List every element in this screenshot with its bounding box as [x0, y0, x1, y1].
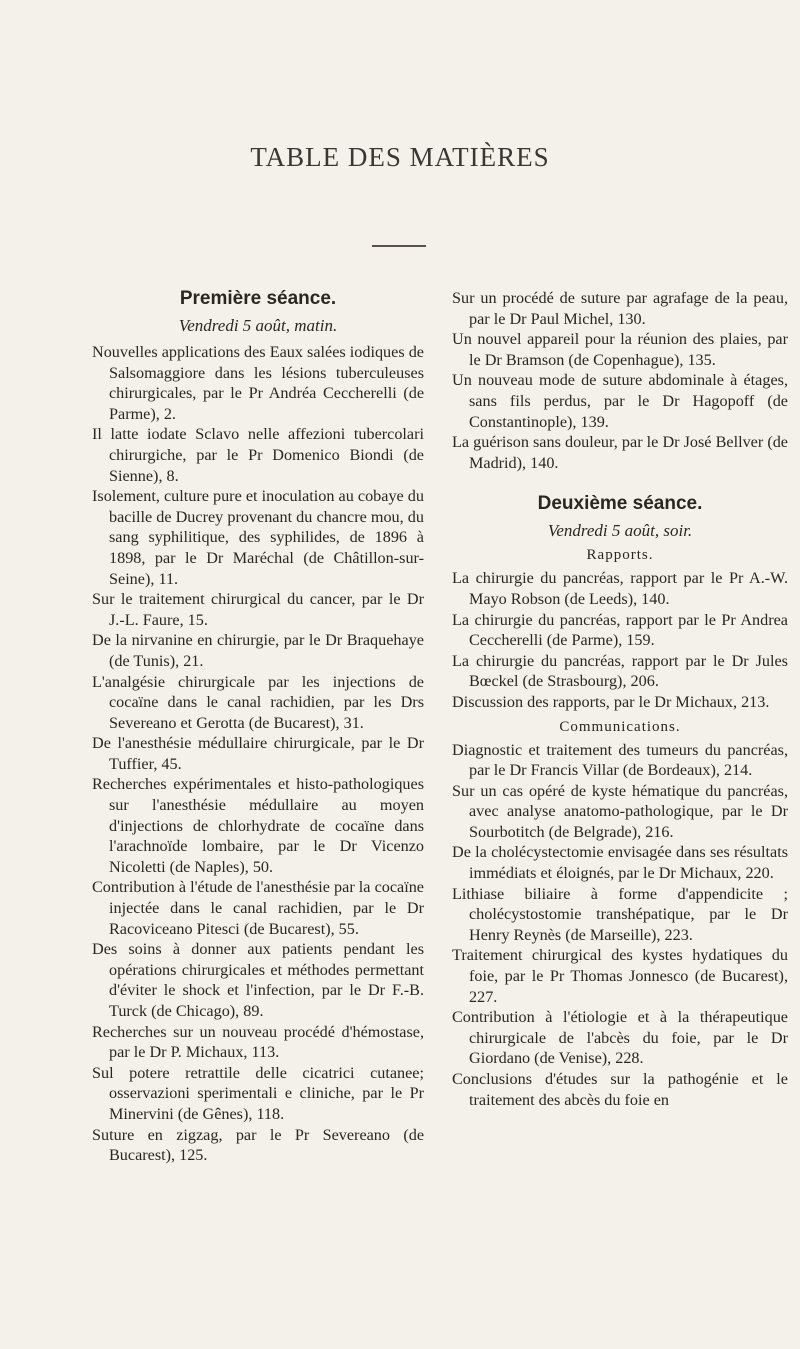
toc-entry: Il latte iodate Sclavo nelle affezioni tubercolari chirurgiche, par le Pr Domenico Biondi (de Sienne), 8.	[92, 425, 424, 485]
left-column	[92, 288, 424, 1166]
communications-subheading: Communications.	[559, 718, 681, 735]
toc-entry: Nouvelles applications des Eaux salées iodiques de Salsomaggiore dans les lésions tuberculeuses chirurgicales, par le Pr Andréa Ceccherelli (de Parme), 2.	[92, 343, 424, 423]
toc-entry: L'analgésie chirurgicale par les injections de cocaïne dans le canal rachidien, par les Drs Severeano et Gerotta (de Bucarest), 31.	[92, 672, 424, 732]
toc-entry: Sur un cas opéré de kyste hématique du pancréas, avec analyse anatomo-pathologique, par le Dr Sourbotitch (de Belgrade), 216.	[452, 781, 788, 841]
session-date-second: Vendredi 5 août, soir.	[547, 521, 693, 541]
title-divider	[372, 245, 426, 247]
toc-entry: Contribution à l'étiologie et à la thérapeutique chirurgicale de l'abcès du foie, par le Dr Giordano (de Venise), 228.	[452, 1008, 788, 1068]
toc-entry: La chirurgie du pancréas, rapport par le Pr Andrea Ceccherelli (de Parme), 159.	[452, 610, 788, 650]
toc-entry: De la nirvanine en chirurgie, par le Dr Braquehaye (de Tunis), 21.	[92, 631, 424, 670]
toc-entry: Isolement, culture pure et inoculation au cobaye du bacille de Ducrey provenant du chancre mou, du sang syphilitique, des syphilides, de 1896 à 1898, par le Dr Maréchal (de Châtillon-sur-Seine), 11.	[92, 487, 424, 588]
toc-entry: La guérison sans douleur, par le Dr José Bellver (de Madrid), 140.	[452, 433, 788, 472]
toc-entry: Recherches sur un nouveau procédé d'hémostase, par le Dr P. Michaux, 113.	[92, 1022, 424, 1062]
toc-entry: Un nouveau mode de suture abdominale à étages, sans fils perdus, par le Dr Hagopoff (de Constantinople), 139.	[452, 371, 788, 431]
toc-entry: Contribution à l'étude de l'anesthésie par la cocaïne injectée dans le canal rachidien, par le Dr Racoviceano Pitesci (de Bucarest), 55.	[92, 878, 424, 938]
toc-entry: Discussion des rapports, par le Dr Michaux, 213.	[452, 692, 770, 711]
toc-entry: Des soins à donner aux patients pendant les opérations chirurgicales et méthodes permettant d'éviter le shock et l'infection, par le Dr F.-B. Turck (de Chicago), 89.	[92, 940, 424, 1020]
toc-entry: Diagnostic et traitement des tumeurs du pancréas, par le Dr Francis Villar (de Bordeaux), 214.	[452, 740, 788, 780]
toc-entry: De l'anesthésie médullaire chirurgicale, par le Dr Tuffier, 45.	[92, 734, 424, 773]
toc-entry: Sul potere retrattile delle cicatrici cutanee; osservazioni sperimentali e cliniche, par le Pr Minervini (de Gênes), 118.	[92, 1063, 424, 1123]
toc-entry: Lithiase biliaire à forme d'appendicite ; cholécystostomie transhépatique, par le Dr Henry Reynès (de Marseille), 223.	[452, 884, 788, 944]
toc-entry: De la cholécystectomie envisagée dans ses résultats immédiats et éloignés, par le Dr Michaux, 220.	[452, 843, 788, 883]
toc-entry: La chirurgie du pancréas, rapport par le Pr A.-W. Mayo Robson (de Leeds), 140.	[452, 569, 788, 608]
toc-entry: Suture en zigzag, par le Pr Severeano (de Bucarest), 125.	[92, 1125, 424, 1165]
toc-entry: Sur le traitement chirurgical du cancer, par le Dr J.-L. Faure, 15.	[92, 590, 424, 629]
toc-entry: Conclusions d'études sur la pathogénie et le traitement des abcès du foie en	[452, 1070, 788, 1109]
page-title: TABLE DES MATIÈRES	[250, 142, 550, 172]
toc-entry: Traitement chirurgical des kystes hydatiques du foie, par le Pr Thomas Jonnesco (de Bucarest), 227.	[452, 946, 788, 1006]
session-date-first: Vendredi 5 août, matin.	[178, 316, 338, 335]
session-heading-second: Deuxième séance.	[537, 493, 703, 515]
right-column	[452, 288, 788, 1110]
toc-entry: Sur un procédé de suture par agrafage de la peau, par le Dr Paul Michel, 130.	[452, 289, 788, 328]
toc-entry: Un nouvel appareil pour la réunion des plaies, par le Dr Bramson (de Copenhague), 135.	[452, 330, 788, 369]
toc-entry: La chirurgie du pancréas, rapport par le Dr Jules Bœckel (de Strasbourg), 206.	[452, 651, 788, 691]
section-gap	[452, 473, 788, 493]
session-heading-first: Première séance.	[179, 288, 337, 309]
toc-entry: Recherches expérimentales et histo-pathologiques sur l'anesthésie médullaire au moyen d'injections de chlorhydrate de cocaïne dans l'arachnoïde lombaire, par le Dr Vicenzo Nicoletti (de Naples), 50.	[92, 775, 424, 876]
rapports-subheading: Rapports.	[586, 547, 654, 564]
